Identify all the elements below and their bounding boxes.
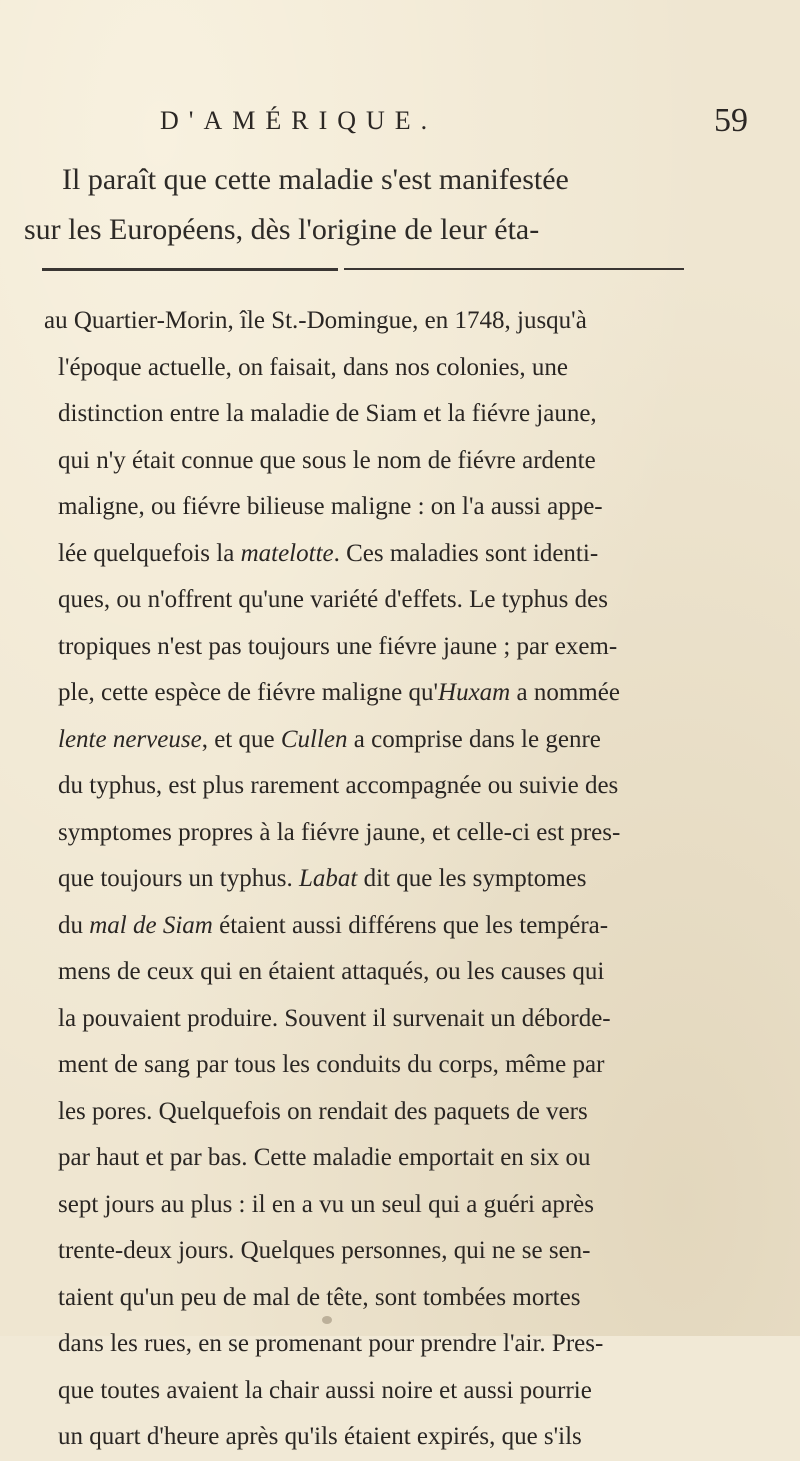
footnote-fragment (24, 155, 724, 255)
text-line: un quart d'heure après qu'ils étaient expirés, que s'ils (58, 1423, 582, 1450)
text-line: maligne, ou fiévre bilieuse maligne : on l'a aussi appe- (58, 493, 603, 520)
separator-rule (42, 268, 338, 271)
text-line: la pouvaient produire. Souvent il survenait un déborde- (58, 1004, 611, 1032)
text-line: ment de sang par tous les conduits du corps, même par (58, 1051, 605, 1078)
text-line: par haut et par bas. Cette maladie emportait en six ou (58, 1144, 591, 1171)
text-line: ques, ou n'offrent qu'une variété d'effets. Le typhus des (58, 586, 608, 613)
body-text (44, 298, 764, 1461)
text-line: lée quelquefois la matelotte. Ces maladies sont identi- (58, 539, 599, 567)
fragment-line: Il paraît que cette maladie s'est manifestée (62, 163, 569, 196)
text-line: distinction entre la maladie de Siam et la fiévre jaune, (58, 400, 597, 427)
text-line: que toutes avaient la chair aussi noire et aussi pourrie (58, 1376, 592, 1404)
text-line: dans les rues, en se promenant pour prendre l'air. Pres- (58, 1330, 604, 1357)
text-line: qui n'y était connue que sous le nom de fiévre ardente (58, 446, 596, 474)
running-head: D'AMÉRIQUE. (160, 106, 438, 135)
text-line: mens de ceux qui en étaient attaqués, ou les causes qui (58, 958, 605, 985)
text-line: l'époque actuelle, on faisait, dans nos colonies, une (58, 353, 568, 381)
text-line: taient qu'un peu de mal de tête, sont tombées mortes (58, 1283, 581, 1311)
text-line: tropiques n'est pas toujours une fiévre jaune ; par exem- (58, 632, 618, 660)
text-line: les pores. Quelquefois on rendait des paquets de vers (58, 1097, 588, 1125)
text-line: au Quartier-Morin, île St.-Domingue, en 1748, jusqu'à (44, 307, 587, 334)
page-number: 59 (714, 102, 748, 139)
text-line: du mal de Siam étaient aussi différens que les tempéra- (58, 911, 609, 939)
paper-speck (322, 1316, 332, 1324)
text-line: symptomes propres à la fiévre jaune, et celle-ci est pres- (58, 818, 621, 846)
separator-rule (344, 268, 684, 270)
text-line: ple, cette espèce de fiévre maligne qu'Huxam a nommée (58, 679, 620, 706)
fragment-line: sur les Européens, dès l'origine de leur éta- (24, 213, 540, 246)
text-line: sept jours au plus : il en a vu un seul qui a guéri après (58, 1190, 594, 1218)
text-line: lente nerveuse, et que Cullen a comprise dans le genre (58, 725, 601, 753)
text-line: que toujours un typhus. Labat dit que les symptomes (58, 865, 587, 892)
text-line: trente-deux jours. Quelques personnes, qui ne se sen- (58, 1237, 591, 1264)
text-line: du typhus, est plus rarement accompagnée ou suivie des (58, 772, 619, 799)
